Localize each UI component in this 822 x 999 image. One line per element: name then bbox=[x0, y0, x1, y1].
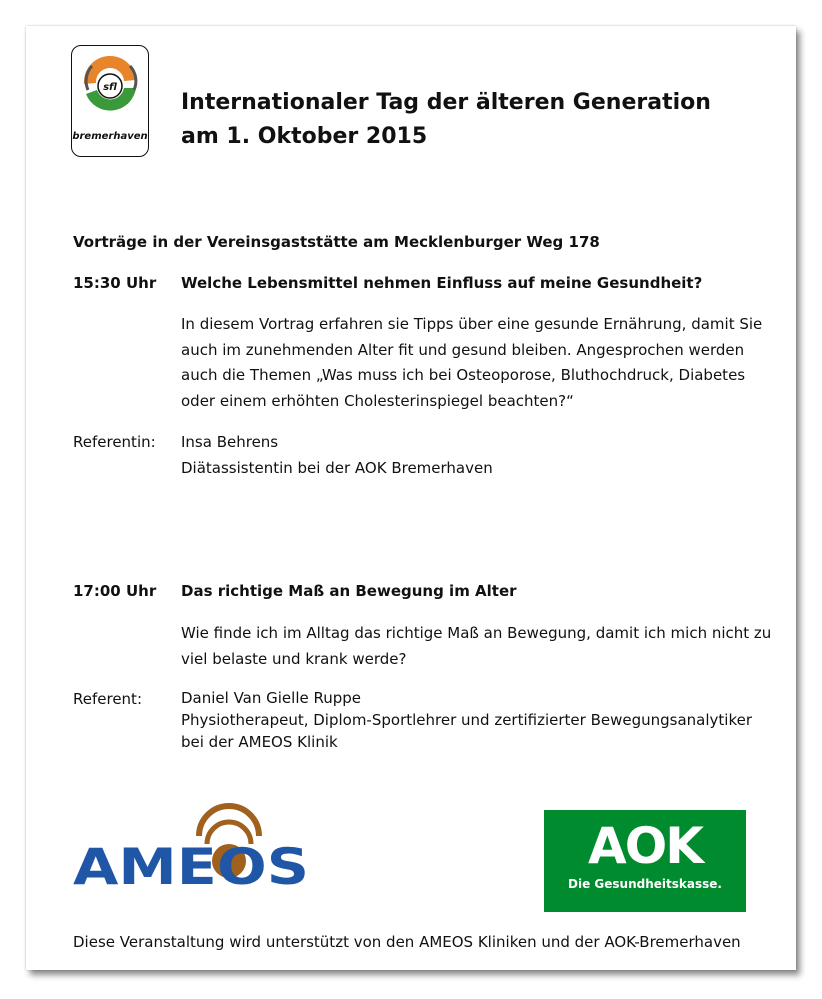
speaker-name: Daniel Van Gielle Ruppe bbox=[181, 689, 362, 707]
ameos-logo bbox=[73, 798, 313, 897]
talk-2-speaker-label: Referent: bbox=[73, 690, 142, 708]
talk-1-description bbox=[181, 312, 762, 414]
talk-2-time: 17:00 Uhr bbox=[73, 582, 157, 600]
speaker-name: Insa Behrens bbox=[181, 433, 279, 451]
description-line: viel belaste und krank werde? bbox=[181, 649, 407, 668]
talk-1-speaker bbox=[181, 430, 493, 481]
sfl-logo-text: sfl bbox=[103, 82, 117, 93]
sfl-emblem-icon bbox=[78, 50, 142, 124]
speaker-info: Physiotherapeut, Diplom-Sportlehrer und zertifizierter Bewegungsanalytiker bbox=[181, 711, 752, 729]
event-title-line-1: Internationaler Tag der älteren Generation bbox=[181, 90, 711, 115]
speaker-info: bei der AMEOS Klinik bbox=[181, 733, 338, 751]
event-title-line-2: am 1. Oktober 2015 bbox=[181, 124, 428, 149]
aok-logo-text: AOK bbox=[588, 817, 702, 875]
talk-1-speaker-label: Referentin: bbox=[73, 433, 156, 451]
venue-heading: Vorträge in der Vereinsgaststätte am Mecklenburger Weg 178 bbox=[73, 233, 600, 251]
description-line: oder einem erhöhten Cholesterinspiegel beachten?“ bbox=[181, 391, 574, 410]
talk-2-title: Das richtige Maß an Bewegung im Alter bbox=[181, 582, 517, 600]
description-line: In diesem Vortrag erfahren sie Tipps über eine gesunde Ernährung, damit Sie bbox=[181, 315, 763, 333]
aok-logo bbox=[544, 810, 746, 912]
document-page bbox=[26, 26, 796, 970]
sfl-logo-caption: bremerhaven bbox=[72, 131, 148, 142]
footer-note: Diese Veranstaltung wird unterstützt von den AMEOS Kliniken und der AOK-Bremerhaven bbox=[73, 933, 741, 951]
talk-1-title: Welche Lebensmittel nehmen Einfluss auf meine Gesundheit? bbox=[181, 274, 703, 292]
aok-tagline: Die Gesundheitskasse. bbox=[568, 877, 722, 891]
sfl-bremerhaven-logo bbox=[71, 45, 149, 157]
description-line: Wie finde ich im Alltag das richtige Maß an Bewegung, damit ich mich nicht zu bbox=[181, 624, 772, 642]
description-line: auch im zunehmenden Alter fit und gesund bleiben. Angesprochen werden bbox=[181, 340, 745, 359]
description-line: auch die Themen „Was muss ich bei Osteoporose, Bluthochdruck, Diabetes bbox=[181, 366, 746, 384]
speaker-info: Diätassistentin bei der AOK Bremerhaven bbox=[181, 458, 493, 477]
talk-2-speaker bbox=[181, 687, 752, 753]
ameos-logo-text: AMEOS bbox=[73, 838, 309, 893]
event-title bbox=[181, 86, 711, 154]
talk-2-description bbox=[181, 621, 771, 672]
talk-1-time: 15:30 Uhr bbox=[73, 274, 157, 292]
